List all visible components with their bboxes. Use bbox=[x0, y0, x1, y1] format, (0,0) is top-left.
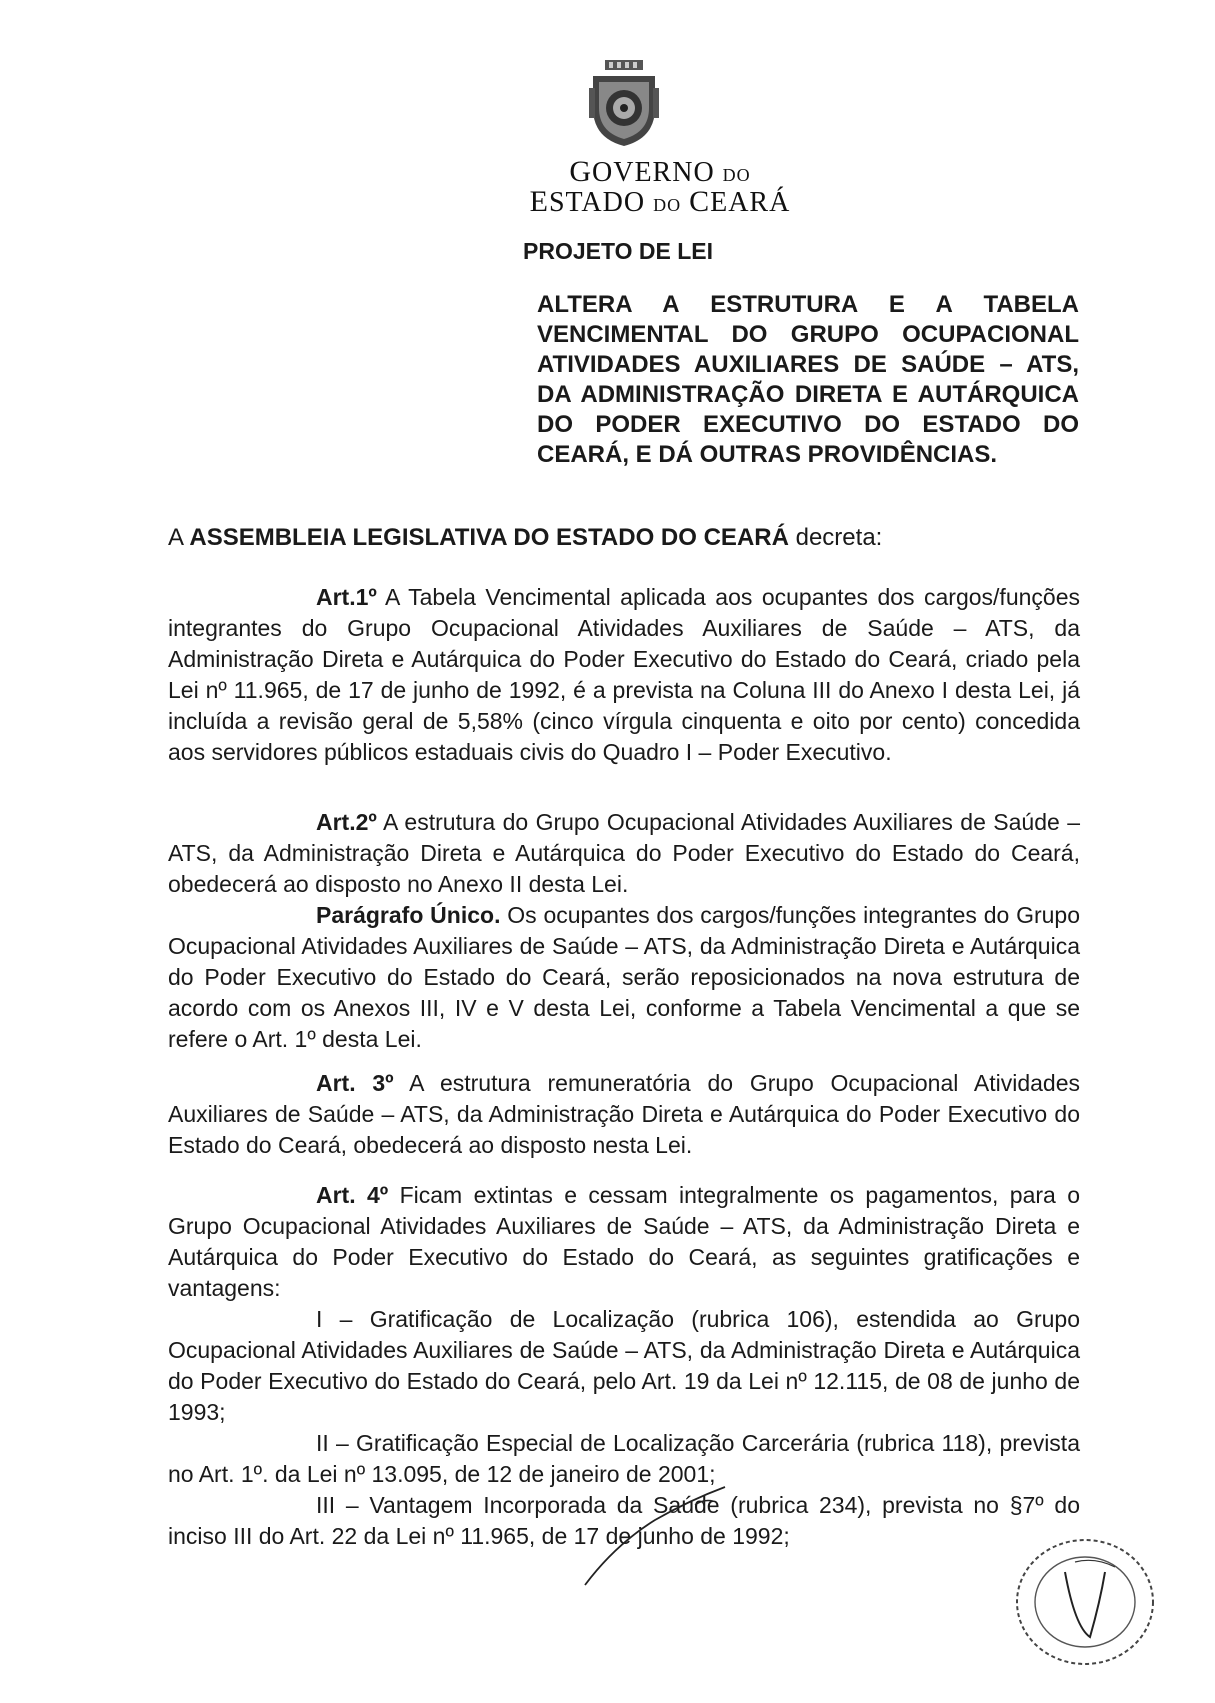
article-4-text: Ficam extintas e cessam integralmente os pagamentos, para o Grupo Ocupacional Atividades Auxiliares de Saúde – ATS, da Administração Direta e Autárquica do Poder Executivo do Estado do Ceará, as seguintes gratificações e vantagens: bbox=[168, 1182, 1080, 1301]
article-1-label: Art.1º bbox=[316, 584, 377, 610]
state-coat-of-arms-icon bbox=[583, 58, 665, 148]
government-title-line-2: ESTADO DO CEARÁ bbox=[529, 185, 791, 218]
article-1-text: A Tabela Vencimental aplicada aos ocupantes dos cargos/funções integrantes do Grupo Ocupacional Atividades Auxiliares de Saúde – ATS, da Administração Direta e Autárquica do Poder Executivo do Estado do Ceará, criado pela Lei nº 11.965, de 17 de junho de 1992, é a prevista na Coluna III do Anexo I desta Lei, já incluída a revisão geral de 5,58% (cinco vírgula cinquenta e oito por cento) concedida aos servidores públicos estaduais civis do Quadro I – Poder Executivo. bbox=[168, 584, 1080, 765]
article-3 bbox=[168, 1068, 1080, 1161]
paragrafo-unico-text: Os ocupantes dos cargos/funções integrantes do Grupo Ocupacional Atividades Auxiliares de Saúde – ATS, da Administração Direta e Autárquica do Poder Executivo do Estado do Ceará, serão reposicionados na nova estrutura de acordo com os Anexos III, IV e V desta Lei, conforme a Tabela Vencimental a que se refere o Art. 1º desta Lei. bbox=[168, 902, 1081, 1052]
article-2-label: Art.2º bbox=[316, 809, 377, 835]
article-4-item-1: I – Gratificação de Localização (rubrica 106), estendida ao Grupo Ocupacional Atividades Auxiliares de Saúde – ATS, da Administração Direta e Autárquica do Poder Executivo do Estado do Ceará, pelo Art. 19 da Lei nº 12.115, de 08 de junho de 1993; bbox=[168, 1306, 1080, 1425]
procuradoria-stamp-icon bbox=[1005, 1532, 1165, 1672]
article-2 bbox=[168, 807, 1080, 1055]
article-1 bbox=[168, 582, 1080, 768]
article-3-text: A estrutura remuneratória do Grupo Ocupacional Atividades Auxiliares de Saúde – ATS, da Administração Direta e Autárquica do Poder Executivo do Estado do Ceará, obedecerá ao disposto nesta Lei. bbox=[168, 1070, 1080, 1158]
article-2-text: A estrutura do Grupo Ocupacional Atividades Auxiliares de Saúde – ATS, da Administração Direta e Autárquica do Poder Executivo do Estado do Ceará, obedecerá ao disposto no Anexo II desta Lei. bbox=[168, 809, 1080, 897]
government-title-line-1: GOVERNO DO bbox=[569, 155, 751, 188]
ementa: ALTERA A ESTRUTURA E A TABELA VENCIMENTAL DO GRUPO OCUPACIONAL ATIVIDADES AUXILIARES DE SAÚDE – ATS, DA ADMINISTRAÇÃO DIRETA E AUTÁRQUICA DO PODER EXECUTIVO DO ESTADO DO CEARÁ, E DÁ OUTRAS PROVIDÊNCIAS. bbox=[537, 291, 1079, 468]
article-4-item-2: II – Gratificação Especial de Localização Carcerária (rubrica 118), prevista no Art. 1º. da Lei nº 13.095, de 12 de janeiro de 2001; bbox=[168, 1430, 1080, 1487]
article-4-item-3: III – Vantagem Incorporada da Saúde (rubrica 234), prevista no §7º do inciso III do Art. 22 da Lei nº 11.965, de 17 de junho de 1992; bbox=[168, 1492, 1080, 1549]
paragrafo-unico-label: Parágrafo Único. bbox=[316, 902, 501, 928]
article-4-label: Art. 4º bbox=[316, 1182, 389, 1208]
article-3-label: Art. 3º bbox=[316, 1070, 394, 1096]
document-type: PROJETO DE LEI bbox=[523, 238, 714, 264]
handwritten-signature-icon bbox=[575, 1475, 735, 1595]
decree-line: A ASSEMBLEIA LEGISLATIVA DO ESTADO DO CEARÁ decreta: bbox=[168, 524, 883, 551]
